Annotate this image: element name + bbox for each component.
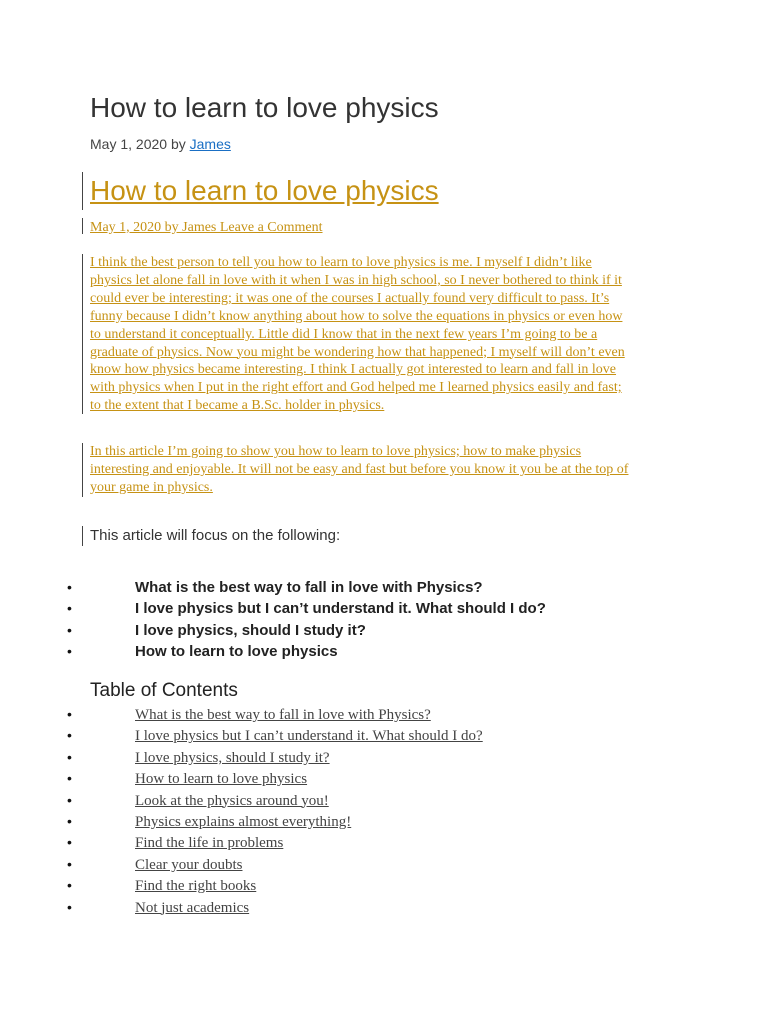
toc-item xyxy=(0,811,483,832)
toc-item xyxy=(0,725,483,746)
toc-item xyxy=(0,897,483,918)
toc-item xyxy=(0,790,483,811)
paragraph-line[interactable]: know how physics became interesting. I think I actually got interested to learn and fall in love xyxy=(90,362,617,378)
page-title: How to learn to love physics xyxy=(90,92,439,123)
focus-item: I love physics but I can’t understand it. What should I do? xyxy=(135,600,546,618)
focus-intro-block xyxy=(82,526,340,546)
toc-item xyxy=(0,875,483,896)
toc-link[interactable]: Not just academics xyxy=(135,899,250,916)
paragraph-line[interactable]: could ever be interesting; it was one of the courses I actually found very difficult to pass. It’s xyxy=(90,290,610,306)
focus-intro: This article will focus on the following: xyxy=(90,527,341,544)
bullet-icon: • xyxy=(67,727,72,744)
linked-meta-block xyxy=(82,218,323,234)
focus-item: I love physics, should I study it? xyxy=(135,621,366,639)
toc-link[interactable]: I love physics but I can’t understand it. What should I do? xyxy=(135,728,483,745)
toc-link[interactable]: I love physics, should I study it? xyxy=(135,749,330,766)
toc-link[interactable]: Clear your doubts xyxy=(135,856,243,873)
paragraph-line[interactable]: to understand it conceptually. Little did I know that in the next few years I’m going to be a xyxy=(90,326,598,342)
focus-item: What is the best way to fall in love with Physics? xyxy=(135,579,483,596)
bullet-icon: • xyxy=(67,600,72,617)
bullet-icon: • xyxy=(67,834,72,851)
paragraph-line[interactable]: I think the best person to tell you how to learn to love physics is me. I myself I didn’t like xyxy=(90,255,592,270)
list-item xyxy=(0,577,546,598)
author-link[interactable]: James xyxy=(189,136,231,152)
toc-link[interactable]: Physics explains almost everything! xyxy=(135,813,352,830)
toc-link[interactable]: Find the right books xyxy=(135,878,257,895)
bullet-icon: • xyxy=(67,898,72,915)
paragraph-line[interactable]: to the extent that I became a B.Sc. holder in physics. xyxy=(90,398,385,414)
toc-list xyxy=(0,704,483,918)
linked-title-block xyxy=(82,172,439,210)
toc-title: Table of Contents xyxy=(90,680,238,701)
bullet-icon: • xyxy=(67,812,72,829)
bullet-icon: • xyxy=(67,748,72,765)
post-meta xyxy=(90,136,231,152)
bullet-icon: • xyxy=(67,770,72,787)
paragraph-line[interactable]: your game in physics. xyxy=(90,479,213,495)
paragraph-line[interactable]: physics let alone fall in love with it when I was in high school, so I never bothered to think if it xyxy=(90,272,622,288)
article-title-link[interactable]: How to learn to love physics xyxy=(90,175,439,206)
toc-item xyxy=(0,832,483,853)
post-date: May 1, 2020 by xyxy=(90,136,190,152)
toc-item xyxy=(0,704,483,725)
intro-paragraph xyxy=(82,254,678,414)
article-meta-link[interactable]: May 1, 2020 by James Leave a Comment xyxy=(90,220,323,235)
paragraph-line[interactable]: interesting and enjoyable. It will not be easy and fast but before you know it you be at the top of xyxy=(90,461,629,477)
toc-link[interactable]: Look at the physics around you! xyxy=(135,792,329,809)
bullet-icon: • xyxy=(67,706,72,722)
list-item xyxy=(0,620,546,641)
toc-item xyxy=(0,854,483,875)
toc-item xyxy=(0,768,483,789)
bullet-icon: • xyxy=(67,579,72,595)
list-item xyxy=(0,598,546,619)
toc-item xyxy=(0,747,483,768)
bullet-icon: • xyxy=(67,642,72,659)
bullet-icon: • xyxy=(67,877,72,894)
paragraph-line[interactable]: funny because I didn’t know anything about how to solve the equations in physics or even how xyxy=(90,308,623,324)
paragraph-line[interactable]: In this article I’m going to show you how to learn to love physics; how to make physics xyxy=(90,444,582,459)
bullet-icon: • xyxy=(67,855,72,872)
list-item xyxy=(0,641,546,662)
bullet-icon: • xyxy=(67,621,72,638)
paragraph-line[interactable]: with physics when I put in the right effort and God helped me I learned physics easily and fast; xyxy=(90,380,622,396)
focus-list xyxy=(0,577,546,662)
toc-link[interactable]: Find the life in problems xyxy=(135,835,284,852)
focus-item: How to learn to love physics xyxy=(135,642,338,660)
toc-link[interactable]: What is the best way to fall in love with Physics? xyxy=(135,707,431,723)
toc-link[interactable]: How to learn to love physics xyxy=(135,771,308,788)
paragraph-line[interactable]: graduate of physics. Now you might be wondering how that happened; I myself will don’t even xyxy=(90,344,625,360)
article-purpose-paragraph xyxy=(82,443,678,497)
bullet-icon: • xyxy=(67,791,72,808)
